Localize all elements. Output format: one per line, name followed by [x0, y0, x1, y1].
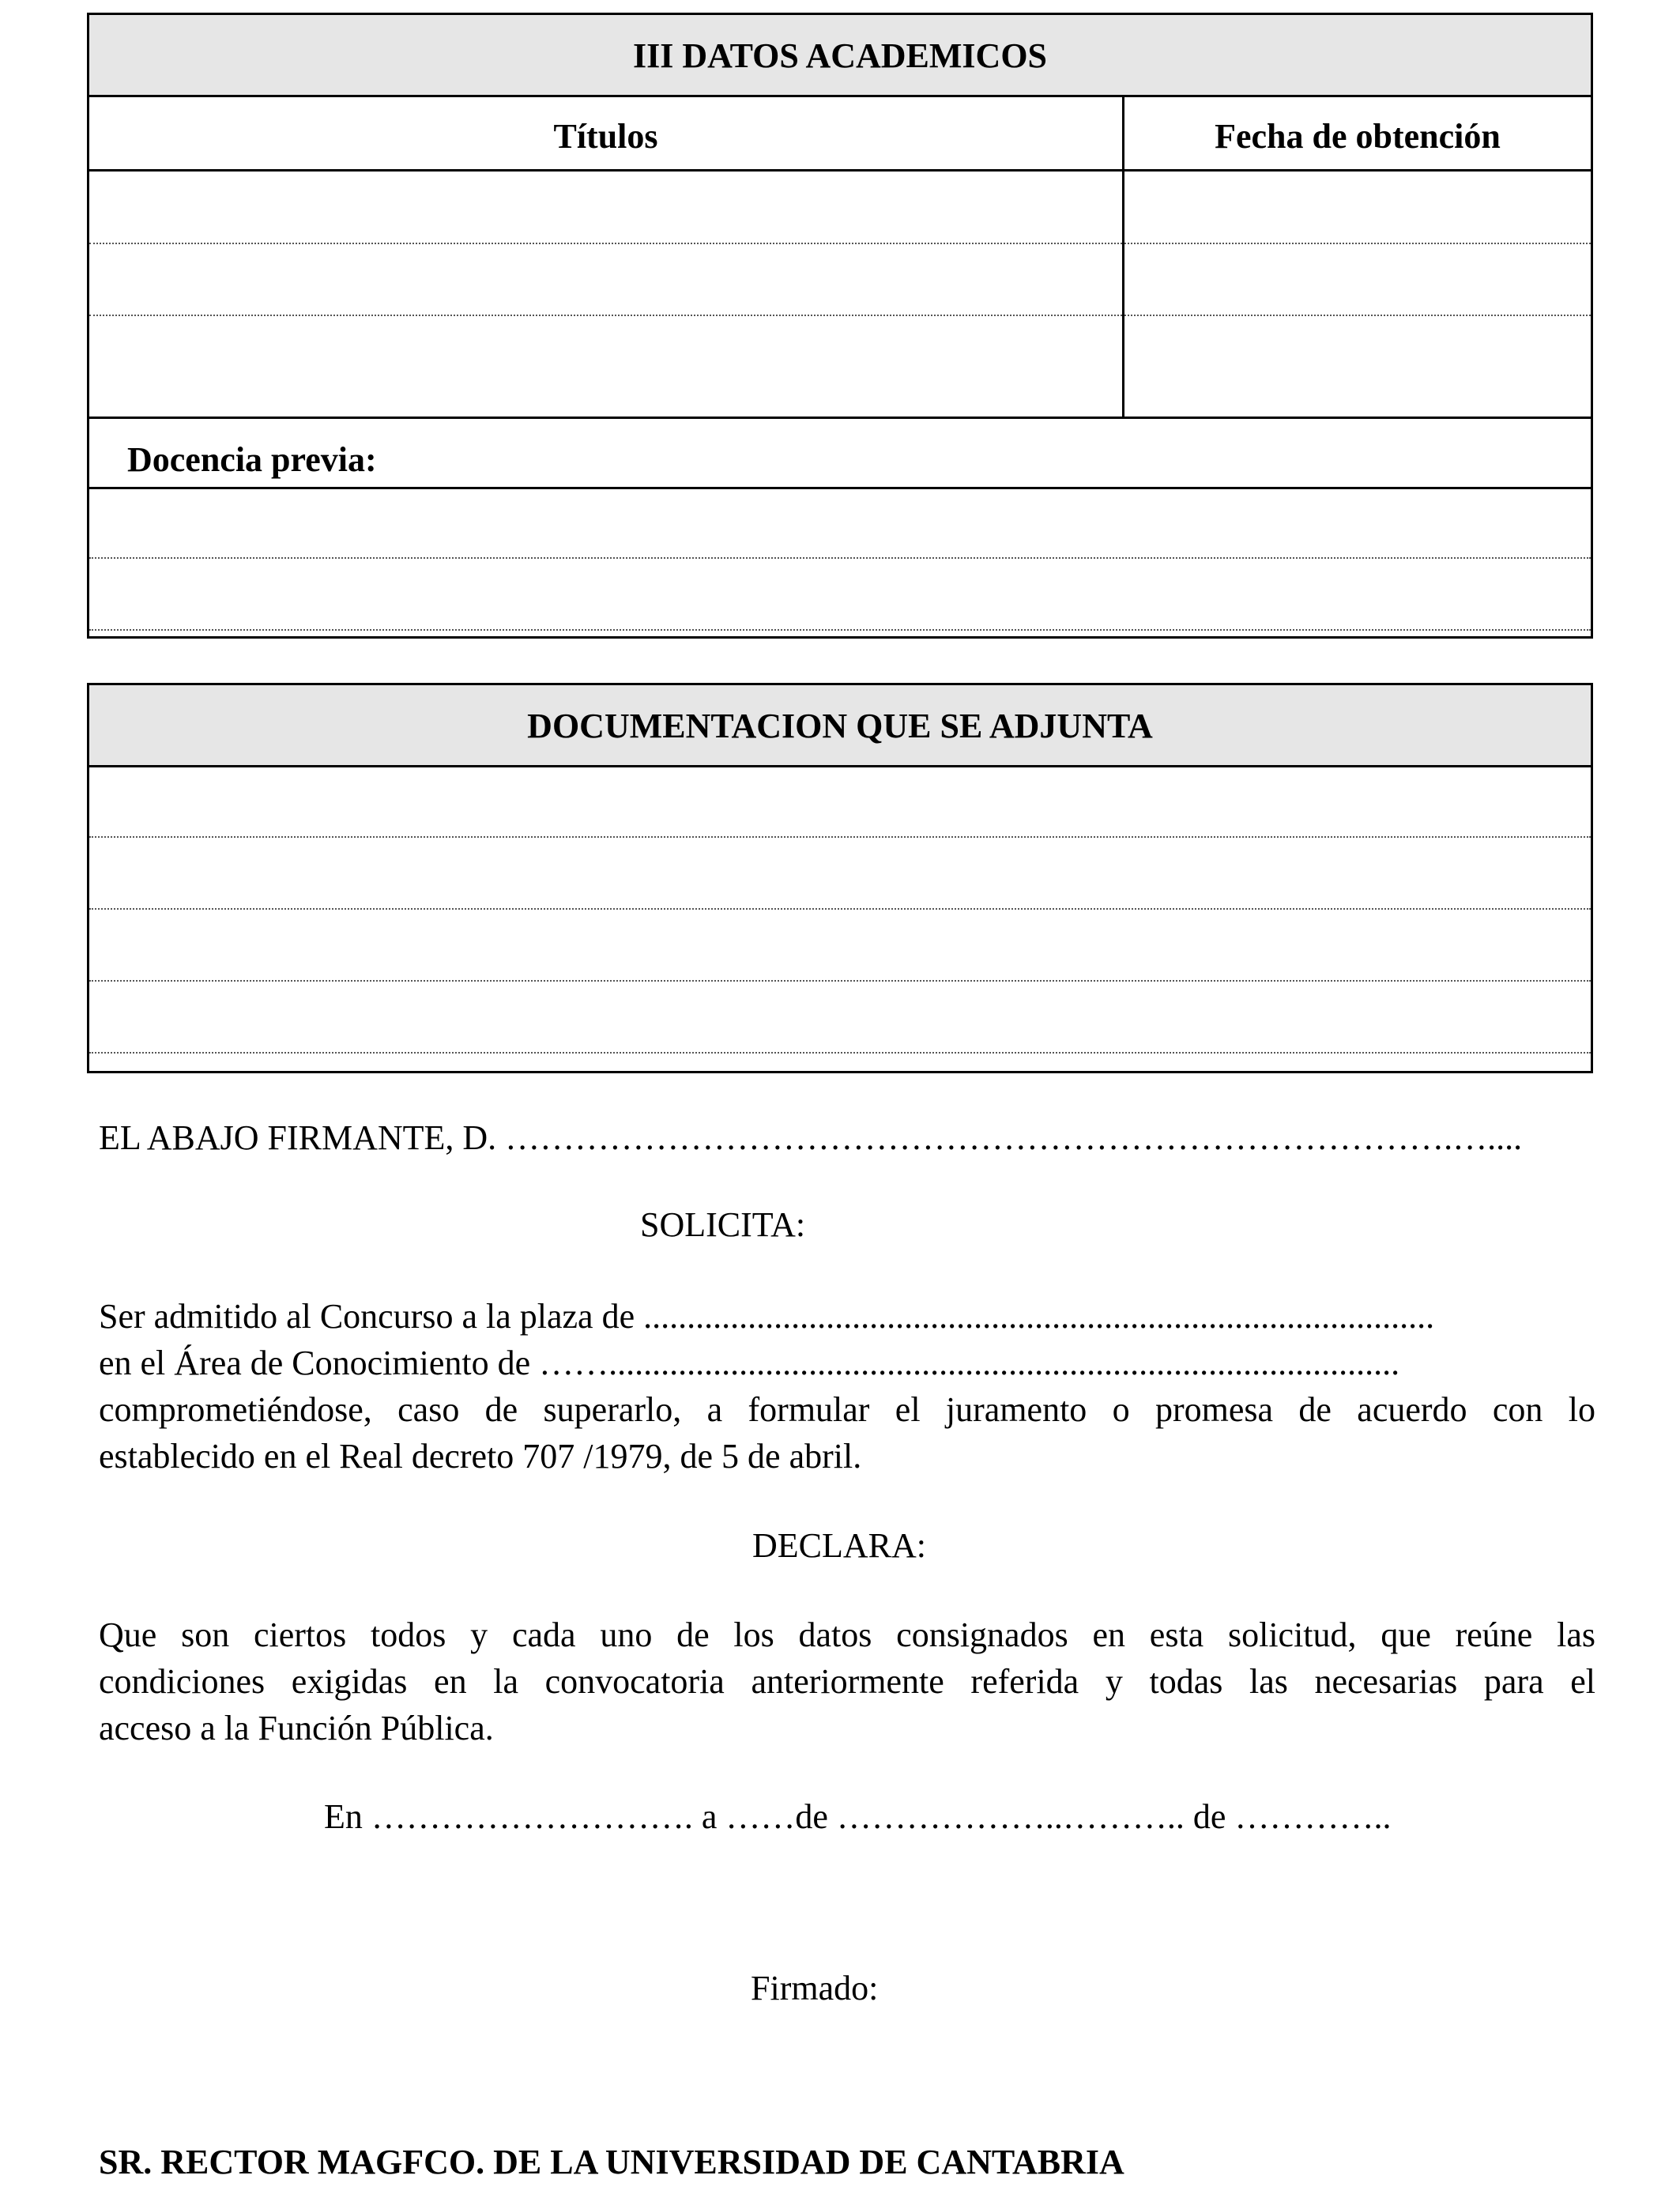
solicita-line-4: establecido en el Real decreto 707 /1979, de 5 de abril. — [99, 1437, 862, 1476]
signed-label: Firmado: — [751, 1969, 879, 2007]
teaching-entry-line-1[interactable] — [89, 557, 1591, 559]
attached-documentation-section — [87, 683, 1593, 1073]
date-obtained-column-header: Fecha de obtención — [1215, 117, 1501, 156]
declara-line-1: Que son ciertos todos y cada uno de los datos consignados en esta solicitud, que reúne las — [99, 1615, 1595, 1654]
title-entry-line-2[interactable] — [89, 315, 1122, 316]
solicita-line-3: comprometiéndose, caso de superarlo, a formular el juramento o promesa de acuerdo con lo — [99, 1390, 1595, 1429]
date-entry-column — [1124, 172, 1591, 417]
title-entry-line-1[interactable] — [89, 243, 1122, 244]
signer-line: EL ABAJO FIRMANTE, D. ……………………………………………………………………….….... — [99, 1118, 1523, 1157]
academic-data-section — [87, 13, 1593, 639]
place-date-line: En ………………………. a ……de ………………..……….. de ………….. — [324, 1797, 1392, 1836]
academic-columns-header — [89, 97, 1591, 172]
titles-entry-grid — [89, 172, 1591, 417]
declara-line-2: condiciones exigidas en la convocatoria anteriormente referida y todas las necesarias para el — [99, 1662, 1595, 1701]
declara-heading: DECLARA: — [752, 1526, 926, 1565]
declara-line-3: acceso a la Función Pública. — [99, 1709, 494, 1747]
titles-column-header: Títulos — [89, 97, 1124, 169]
attached-documentation-title: DOCUMENTACION QUE SE ADJUNTA — [89, 685, 1591, 767]
documentation-entry-line-2[interactable] — [89, 908, 1591, 910]
previous-teaching-label: Docencia previa: — [127, 440, 377, 479]
date-entry-line-1[interactable] — [1124, 243, 1591, 244]
addressee: SR. RECTOR MAGFCO. DE LA UNIVERSIDAD DE CANTABRIA — [99, 2143, 1124, 2181]
previous-teaching-row — [89, 417, 1591, 489]
teaching-entry-line-2[interactable] — [89, 629, 1591, 631]
documentation-entry-line-4[interactable] — [89, 1052, 1591, 1054]
documentation-entry-line-1[interactable] — [89, 836, 1591, 838]
solicita-heading: SOLICITA: — [640, 1205, 806, 1244]
date-entry-line-2[interactable] — [1124, 315, 1591, 316]
titles-entry-column — [89, 172, 1124, 417]
academic-data-title: III DATOS ACADEMICOS — [89, 15, 1591, 97]
solicita-line-1: Ser admitido al Concurso a la plaza de ........................................................................................... — [99, 1297, 1435, 1336]
solicita-line-2: en el Área de Conocimiento de ……........................................................................................... — [99, 1344, 1400, 1382]
documentation-entry-line-3[interactable] — [89, 980, 1591, 982]
